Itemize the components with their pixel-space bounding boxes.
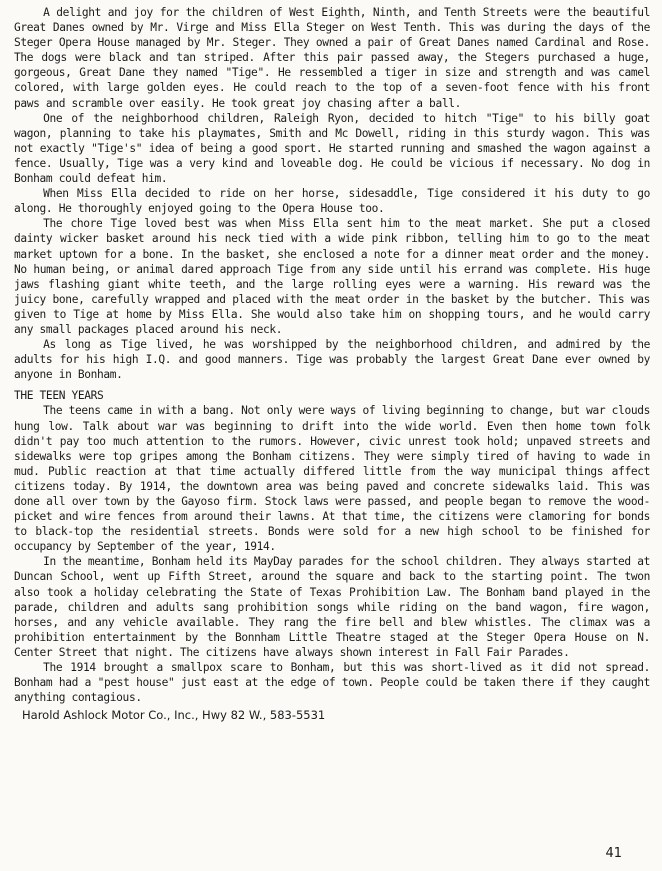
section-heading: THE TEEN YEARS	[14, 389, 104, 403]
advertisement-line: Harold Ashlock Motor Co., Inc., Hwy 82 W., 583-5531	[22, 708, 326, 723]
paragraph-smallpox: The 1914 brought a smallpox scare to Bonham, but this was short-lived as it did not spread. Bonham had a "pest house" just east at the edge of town. People could be taken there if they caught anything contagious.	[14, 661, 650, 705]
paragraph-meat-market: The chore Tige loved best was when Miss Ella sent him to the meat market. She put a closed dainty wicker basket around his neck tied with a wide pink ribbon, telling him to go to the meat market uptown for a bone. In the basket, she enclosed a note for a dinner meat order and the money. No human being, or animal dared approach Tige from any side until his errand was complete. His huge jaws flashing giant white teeth, and the large rolling eyes were a warning. His reward was the juicy bone, carefully wrapped and placed with the meat order in the basket by the butcher. This was given to Tige at home by Miss Ella. She would also take him on shopping tours, and he would carry any small packages placed around his neck.	[14, 217, 650, 336]
paragraph-teens-bang: The teens came in with a bang. Not only were ways of living beginning to change, but war clouds hung low. Talk about war was beginning to drift into the wide world. Even then home town folk didn't pay too much attention to the rumors. However, civic unrest took hold; unpaved streets and sidewalks were top gripes among the Bonham citizens. They were simply tired of having to wade in mud. Public reaction at that time actually differed little from the way municipal things affect citizens today. By 1914, the downtown area was being paved and concrete sidewalks laid. This was done all over town by the Gayoso firm. Stock laws were passed, and people began to remove the wood-picket and wire fences from around their lawns. At that time, the citizens were clamoring for bonds to black-top the residential streets. Bonds were sold for a new high school to be finished for occupancy by September of the year, 1914.	[14, 404, 650, 554]
paragraph-tige-legacy: As long as Tige lived, he was worshipped by the neighborhood children, and admired by the adults for his high I.Q. and good manners. Tige was probably the largest Great Dane ever owned by anyone in Bonham.	[14, 338, 650, 382]
paragraph-sidesaddle: When Miss Ella decided to ride on her horse, sidesaddle, Tige considered it his duty to go along. He thoroughly enjoyed going to the Opera House too.	[14, 187, 650, 216]
paragraph-mayday-parades: In the meantime, Bonham held its MayDay parades for the school children. They always started at Duncan School, went up Fifth Street, around the square and back to the starting point. The twon also took a holiday celebrating the State of Texas Prohibition Law. The Bonham band played in the parade, children and adults sang prohibition songs while riding on the band wagon, fire wagon, horses, and any vehicle available. They rang the fire bell and blew whistles. The climax was a prohibition entertainment by the Bonnham Little Theatre staged at the Steger Opera House on N. Center Street that night. The citizens have always shown interest in Fall Fair Parades.	[14, 555, 650, 659]
paragraph-billy-goat-wagon: One of the neighborhood children, Raleigh Ryon, decided to hitch "Tige" to his billy goat wagon, planning to take his playmates, Smith and Mc Dowell, riding in this sturdy wagon. This was not exactly "Tige's" idea of being a good sport. He started running and smashed the wagon against a fence. Usually, Tige was a very kind and loveable dog. He could be vicious if necessary. No dog in Bonham could defeat him.	[14, 111, 650, 186]
page-number: 41	[605, 845, 622, 861]
paragraph-great-danes: A delight and joy for the children of West Eighth, Ninth, and Tenth Streets were the beautiful Great Danes owned by Mr. Virge and Miss Ella Steger on West Tenth. This was during the days of the Steger Opera House managed by Mr. Steger. They owned a pair of Great Danes named Cardinal and Rose. The dogs were black and tan striped. After this pair passed away, the Stegers purchased a huge, gorgeous, Great Dane they named "Tige". He ressembled a tiger in size and strength and was camel colored, with large golden eyes. He could reach to the top of a seven-foot fence with his front paws and scramble over easily. He took great joy chasing after a ball.	[14, 6, 650, 110]
